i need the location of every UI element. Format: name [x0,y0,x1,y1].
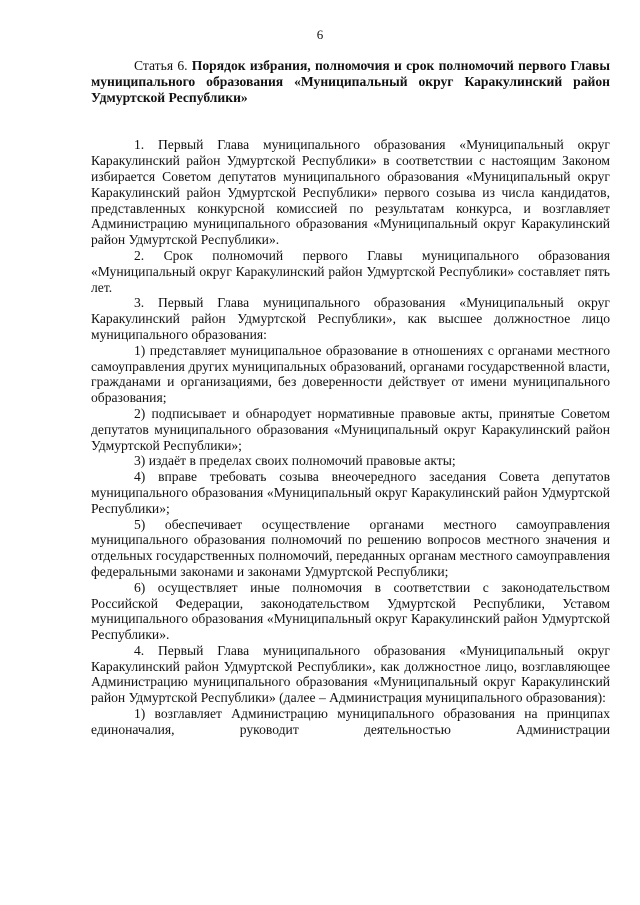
list-item-3-1: 1) представляет муниципальное образование в отношениях с органами местного самоуправления других муниципальных образований, органами государственной власти, гражданами и организациями, без доверенности действует от имени муниципального образования; [91,342,610,406]
page-number: 6 [316,27,324,42]
list-item-3-3: 3) издаёт в пределах своих полномочий правовые акты; [134,453,456,469]
list-item-3-6: 6) осуществляет иные полномочия в соответствии с законодательством Российской Федерации, законодательством Удмуртской Республики, Уставом муниципального образования «Муниципальный округ Каракулинский район Удмуртской Республики». [91,579,610,643]
paragraph-3: 3. Первый Глава муниципального образования «Муниципальный округ Каракулинский район Удмуртской Республики», как высшее должностное лицо муниципального образования: [91,295,610,342]
list-item-3-5: 5) обеспечивает осуществление органами местного самоуправления муниципального образования полномочий по решению вопросов местного значения и отдельных государственных полномочий, переданных органам местного самоуправления федеральными законами и законами Удмуртской Республики; [91,516,610,579]
document-body [91,58,610,738]
paragraph-2: 2. Срок полномочий первого Главы муниципального образования «Муниципальный округ Каракулинский район Удмуртской Республики» составляет пять лет. [91,247,610,295]
article-heading [91,58,610,105]
paragraph-4: 4. Первый Глава муниципального образования «Муниципальный округ Каракулинский район Удмуртской Республики», как должностное лицо, возглавляющее Администрацию муниципального образования «Муниципальный округ Каракулинский район Удмуртской Республики» (далее – Администрация муниципального образования): [91,642,610,706]
list-item-3-4: 4) вправе требовать созыва внеочередного заседания Совета депутатов муниципального образования «Муниципальный округ Каракулинский район Удмуртской Республики»; [91,469,610,516]
article-title: Порядок избрания, полномочия и срок полномочий первого Главы муниципального образования «Муниципальный округ Каракулинский район Удмуртской Республики» [91,58,610,105]
list-item-3-2: 2) подписывает и обнародует нормативные правовые акты, принятые Советом депутатов муниципального образования «Муниципальный округ Каракулинский район Удмуртской Республики»; [91,405,610,453]
list-item-4-1: 1) возглавляет Администрацию муниципального образования на принципах единоначалия, руководит деятельностью Администрации [91,706,610,737]
heading-spacer [91,105,610,137]
paragraph-1: 1. Первый Глава муниципального образования «Муниципальный округ Каракулинский район Удмуртской Республики» в соответствии с настоящим Законом избирается Советом депутатов муниципального образования «Муниципальный округ Каракулинский район Удмуртской Республики» первого созыва из числа кандидатов, представленных конкурсной комиссией по результатам конкурса, и возглавляет Администрацию муниципального образования «Муниципальный округ Каракулинский район Удмуртской Республики». [91,137,610,248]
article-prefix: Статья 6. [134,58,192,73]
